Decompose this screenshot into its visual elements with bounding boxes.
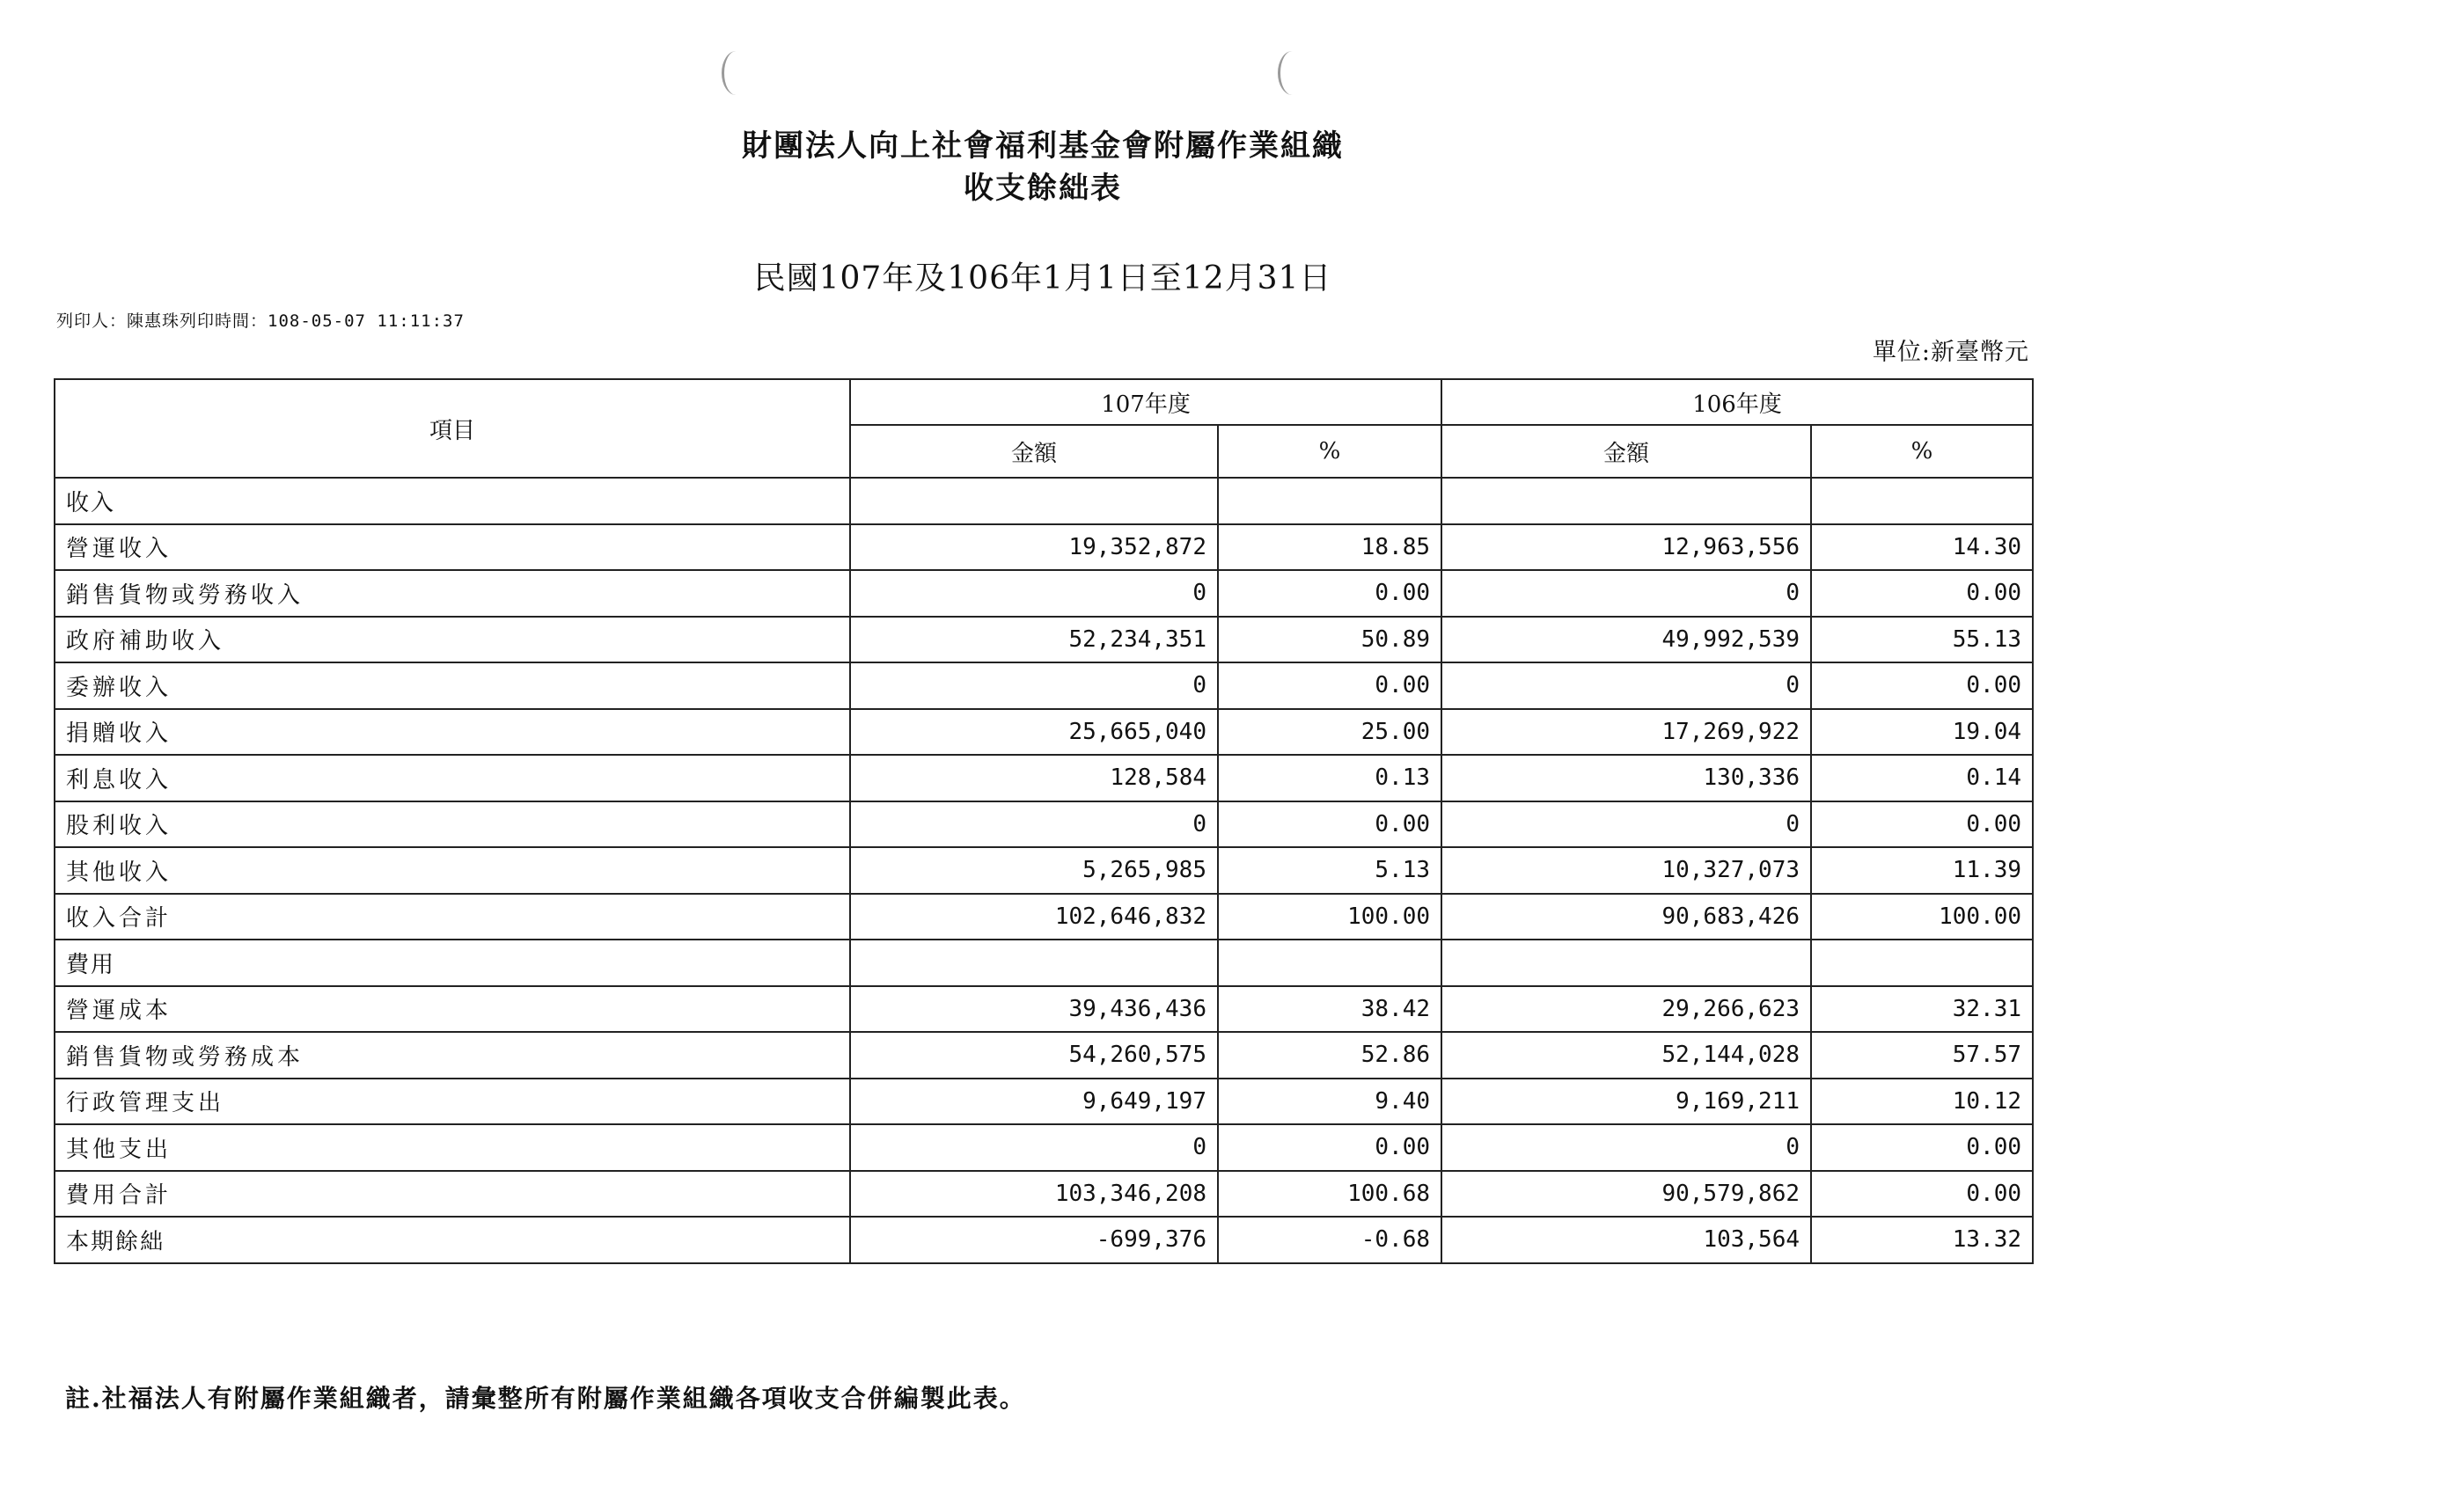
amount-107-cell xyxy=(850,940,1218,986)
binder-hole-mark xyxy=(722,51,751,95)
pct-106-cell: 100.00 xyxy=(1811,894,2033,940)
pct-107-cell: 100.00 xyxy=(1218,894,1441,940)
amount-106-cell: 0 xyxy=(1441,1124,1811,1171)
row-label: 行政管理支出 xyxy=(55,1079,850,1125)
pct-107-cell: 25.00 xyxy=(1218,709,1441,756)
amount-107-cell: 102,646,832 xyxy=(850,894,1218,940)
pct-106-cell: 14.30 xyxy=(1811,524,2033,571)
amount-107-cell: 5,265,985 xyxy=(850,847,1218,894)
amount-107-cell: 25,665,040 xyxy=(850,709,1218,756)
amount-106-cell: 29,266,623 xyxy=(1441,986,1811,1033)
report-period: 民國107年及106年1月1日至12月31日 xyxy=(753,260,1332,296)
amount-106-cell xyxy=(1441,478,1811,524)
row-label: 委辦收入 xyxy=(55,662,850,709)
row-label: 費用合計 xyxy=(55,1171,850,1218)
table-row-section xyxy=(55,940,2033,986)
amount-106-cell: 49,992,539 xyxy=(1441,617,1811,663)
amount-107-cell xyxy=(850,478,1218,524)
row-label: 本期餘絀 xyxy=(55,1217,850,1263)
pct-106-cell: 0.00 xyxy=(1811,1171,2033,1218)
table-row-item xyxy=(55,524,2033,571)
amount-107-cell: 9,649,197 xyxy=(850,1079,1218,1125)
pct-106-cell: 0.14 xyxy=(1811,755,2033,801)
row-label: 其他支出 xyxy=(55,1124,850,1171)
table-row-total xyxy=(55,1171,2033,1218)
pct-106-cell xyxy=(1811,940,2033,986)
pct-header-106: % xyxy=(1811,425,2033,478)
amount-106-cell: 9,169,211 xyxy=(1441,1079,1811,1125)
amount-106-cell: 0 xyxy=(1441,662,1811,709)
amount-106-cell: 52,144,028 xyxy=(1441,1032,1811,1079)
pct-107-cell: 0.00 xyxy=(1218,662,1441,709)
pct-107-cell: -0.68 xyxy=(1218,1217,1441,1263)
pct-107-cell: 38.42 xyxy=(1218,986,1441,1033)
amount-107-cell: 19,352,872 xyxy=(850,524,1218,571)
print-info: 列印人：陳惠珠列印時間：108-05-07 11:11:37 xyxy=(56,311,465,331)
amount-107-cell: -699,376 xyxy=(850,1217,1218,1263)
amount-106-cell xyxy=(1441,940,1811,986)
row-label: 股利收入 xyxy=(55,801,850,848)
year-header-107: 107年度 xyxy=(850,379,1441,425)
pct-107-cell: 52.86 xyxy=(1218,1032,1441,1079)
amount-106-cell: 10,327,073 xyxy=(1441,847,1811,894)
report-title: 財團法人向上社會福利基金會附屬作業組織 xyxy=(742,128,1344,164)
footnote: 註.社福法人有附屬作業組織者，請彙整所有附屬作業組織各項收支合併編製此表。 xyxy=(65,1384,1026,1413)
currency-unit: 單位:新臺幣元 xyxy=(1872,339,2029,366)
row-label: 營運收入 xyxy=(55,524,850,571)
pct-106-cell: 32.31 xyxy=(1811,986,2033,1033)
pct-107-cell: 100.68 xyxy=(1218,1171,1441,1218)
table-row-item xyxy=(55,1079,2033,1125)
income-expense-table xyxy=(54,378,2034,1264)
pct-107-cell: 0.13 xyxy=(1218,755,1441,801)
pct-106-cell: 10.12 xyxy=(1811,1079,2033,1125)
pct-107-cell xyxy=(1218,478,1441,524)
pct-107-cell: 9.40 xyxy=(1218,1079,1441,1125)
amount-107-cell: 0 xyxy=(850,801,1218,848)
binder-hole-mark xyxy=(1278,51,1307,95)
table-row-item xyxy=(55,801,2033,848)
pct-107-cell: 0.00 xyxy=(1218,570,1441,617)
table-row-item xyxy=(55,570,2033,617)
amount-107-cell: 128,584 xyxy=(850,755,1218,801)
year-header-106: 106年度 xyxy=(1441,379,2033,425)
table-row-item xyxy=(55,617,2033,663)
amount-107-cell: 0 xyxy=(850,570,1218,617)
row-label: 收入合計 xyxy=(55,894,850,940)
row-label: 銷售貨物或勞務成本 xyxy=(55,1032,850,1079)
pct-106-cell: 11.39 xyxy=(1811,847,2033,894)
row-label: 利息收入 xyxy=(55,755,850,801)
pct-106-cell xyxy=(1811,478,2033,524)
pct-106-cell: 19.04 xyxy=(1811,709,2033,756)
amount-106-cell: 0 xyxy=(1441,570,1811,617)
amount-106-cell: 0 xyxy=(1441,801,1811,848)
amount-107-cell: 39,436,436 xyxy=(850,986,1218,1033)
amount-107-cell: 52,234,351 xyxy=(850,617,1218,663)
table-row-item xyxy=(55,709,2033,756)
item-column-header: 項目 xyxy=(55,379,850,478)
pct-107-cell: 18.85 xyxy=(1218,524,1441,571)
pct-106-cell: 0.00 xyxy=(1811,570,2033,617)
row-label: 銷售貨物或勞務收入 xyxy=(55,570,850,617)
amount-106-cell: 103,564 xyxy=(1441,1217,1811,1263)
pct-106-cell: 13.32 xyxy=(1811,1217,2033,1263)
amount-107-cell: 103,346,208 xyxy=(850,1171,1218,1218)
row-label: 其他收入 xyxy=(55,847,850,894)
pct-107-cell: 0.00 xyxy=(1218,1124,1441,1171)
table-row-net xyxy=(55,1217,2033,1263)
amount-107-cell: 54,260,575 xyxy=(850,1032,1218,1079)
amount-107-cell: 0 xyxy=(850,1124,1218,1171)
pct-107-cell: 0.00 xyxy=(1218,801,1441,848)
table-row-item xyxy=(55,1124,2033,1171)
table-row-item xyxy=(55,986,2033,1033)
pct-106-cell: 0.00 xyxy=(1811,1124,2033,1171)
table-row-item xyxy=(55,662,2033,709)
amount-106-cell: 90,579,862 xyxy=(1441,1171,1811,1218)
table-row-item xyxy=(55,1032,2033,1079)
row-label: 政府補助收入 xyxy=(55,617,850,663)
amount-107-cell: 0 xyxy=(850,662,1218,709)
amount-header-106: 金額 xyxy=(1441,425,1811,478)
amount-header-107: 金額 xyxy=(850,425,1218,478)
table-body xyxy=(55,478,2033,1263)
pct-107-cell xyxy=(1218,940,1441,986)
row-label: 捐贈收入 xyxy=(55,709,850,756)
amount-106-cell: 130,336 xyxy=(1441,755,1811,801)
report-subtitle: 收支餘絀表 xyxy=(964,171,1122,206)
pct-107-cell: 5.13 xyxy=(1218,847,1441,894)
table-row-total xyxy=(55,894,2033,940)
amount-106-cell: 12,963,556 xyxy=(1441,524,1811,571)
row-label: 營運成本 xyxy=(55,986,850,1033)
table-row-item xyxy=(55,847,2033,894)
amount-106-cell: 17,269,922 xyxy=(1441,709,1811,756)
pct-107-cell: 50.89 xyxy=(1218,617,1441,663)
amount-106-cell: 90,683,426 xyxy=(1441,894,1811,940)
row-label: 收入 xyxy=(55,478,850,524)
pct-106-cell: 57.57 xyxy=(1811,1032,2033,1079)
row-label: 費用 xyxy=(55,940,850,986)
table-row-item xyxy=(55,755,2033,801)
pct-header-107: % xyxy=(1218,425,1441,478)
pct-106-cell: 0.00 xyxy=(1811,801,2033,848)
table-row-section xyxy=(55,478,2033,524)
pct-106-cell: 55.13 xyxy=(1811,617,2033,663)
pct-106-cell: 0.00 xyxy=(1811,662,2033,709)
